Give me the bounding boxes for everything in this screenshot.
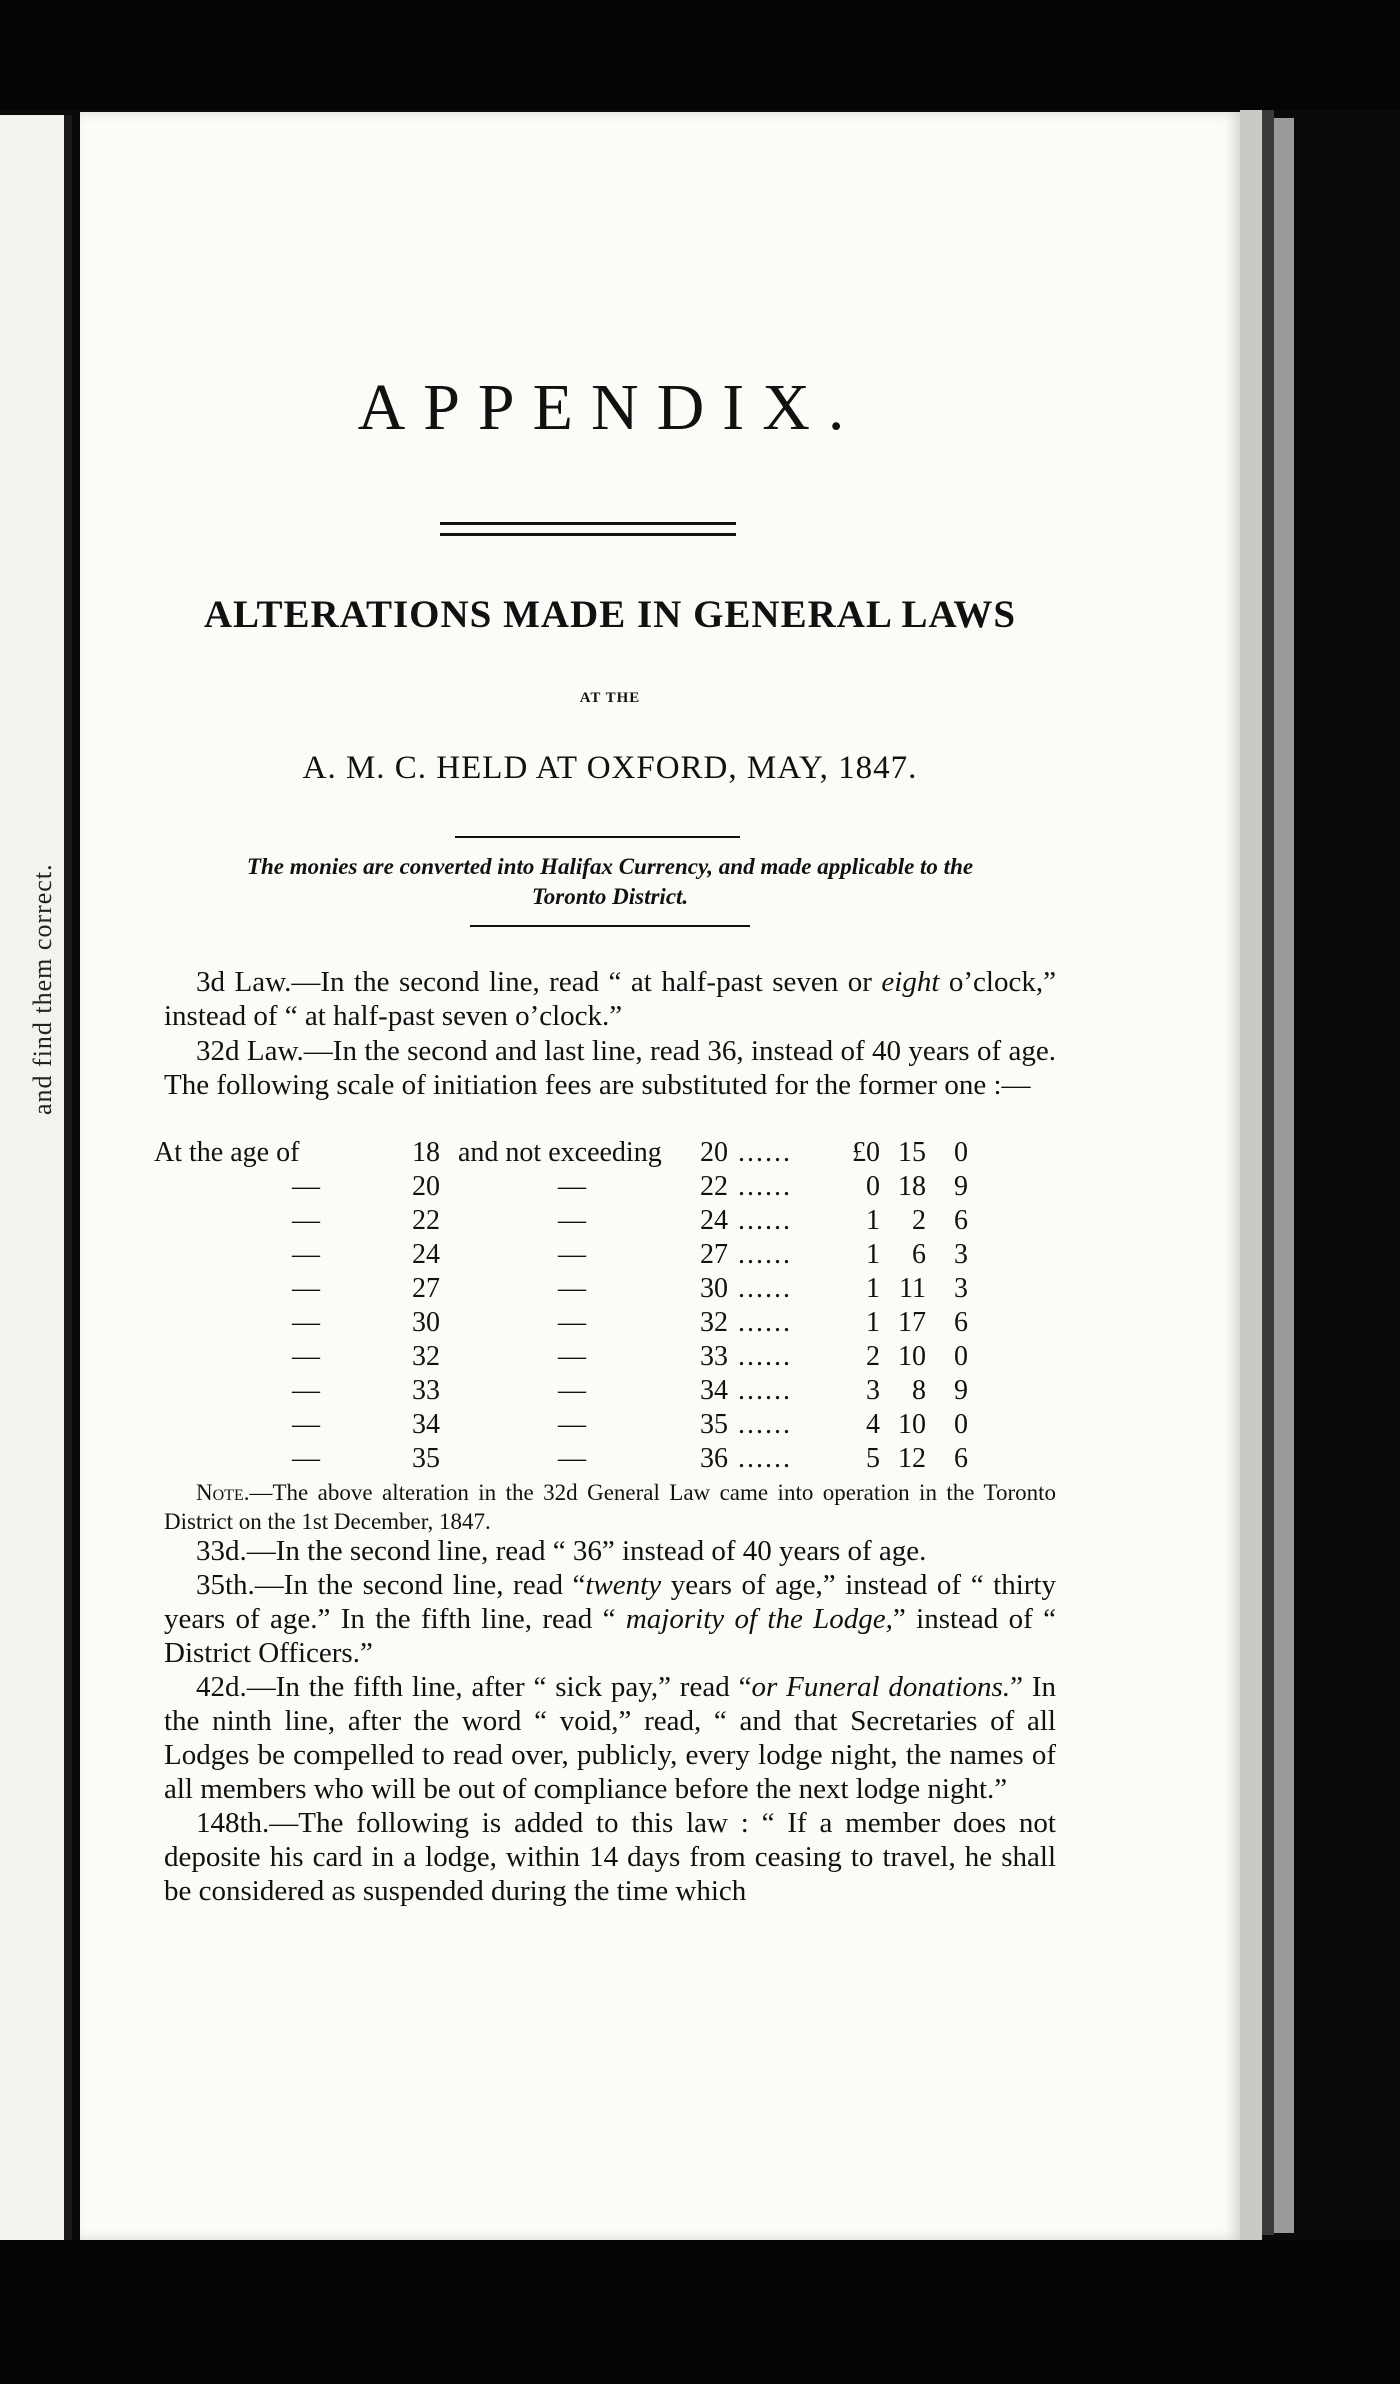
connector: and not exceeding bbox=[458, 1137, 662, 1168]
age-to: 20 bbox=[700, 1137, 728, 1168]
fee-shillings: 18 bbox=[898, 1171, 926, 1202]
fee-pounds: 4 bbox=[866, 1409, 880, 1440]
age-from: 27 bbox=[412, 1273, 440, 1304]
fee-pence: 0 bbox=[954, 1409, 968, 1440]
fee-pence: 3 bbox=[954, 1239, 968, 1270]
age-to: 33 bbox=[700, 1341, 728, 1372]
book-spine-shadow bbox=[1262, 110, 1274, 2235]
note-paragraph: Note.—The above alteration in the 32d General Law came into operation in the Toronto District on the 1st December, 1847. bbox=[164, 1480, 1056, 1534]
dash: — bbox=[558, 1205, 586, 1236]
dash: — bbox=[292, 1239, 320, 1270]
law-33d-paragraph: 33d.—In the second line, read “ 36” instead of 40 years of age. bbox=[196, 1535, 927, 1567]
leader-dots: ...... bbox=[738, 1239, 792, 1270]
dash: — bbox=[558, 1341, 586, 1372]
leader-dots: ...... bbox=[738, 1137, 792, 1168]
scan-border-top bbox=[0, 0, 1400, 110]
fee-shillings: 8 bbox=[912, 1375, 926, 1406]
fee-pence: 6 bbox=[954, 1307, 968, 1338]
dash: — bbox=[558, 1375, 586, 1406]
fee-pence: 9 bbox=[954, 1375, 968, 1406]
age-to: 24 bbox=[700, 1205, 728, 1236]
law-32d-paragraph: 32d Law.—In the second and last line, read 36, instead of 40 years of age. The following scale of initiation fees are substituted for the former one :— bbox=[164, 1035, 1056, 1101]
fee-pence: 6 bbox=[954, 1443, 968, 1474]
leader-dots: ...... bbox=[738, 1409, 792, 1440]
scan-border-bottom bbox=[0, 2240, 1400, 2384]
dash: — bbox=[292, 1443, 320, 1474]
meeting-subheading: A. M. C. HELD AT OXFORD, MAY, 1847. bbox=[302, 750, 918, 786]
leader-dots: ...... bbox=[738, 1307, 792, 1338]
fee-scale-row bbox=[164, 1307, 1064, 1341]
dash: — bbox=[292, 1205, 320, 1236]
fee-shillings: 12 bbox=[898, 1443, 926, 1474]
fee-scale-row bbox=[154, 1137, 1064, 1171]
page-title: APPENDIX. bbox=[357, 371, 863, 444]
previous-page-edge bbox=[0, 115, 72, 2240]
double-rule-divider bbox=[440, 522, 736, 536]
fee-scale-row bbox=[164, 1341, 1064, 1375]
law-42d-paragraph: 42d.—In the fifth line, after “ sick pay,” read “or Funeral donations.” In the ninth line, after the word “ void,” read, “ and that Secretaries of all Lodges be compelled to read over, publicly, every lodge night, the names of all members who will be out of compliance before the next lodge night.” bbox=[164, 1671, 1056, 1805]
currency-note-line-2: Toronto District. bbox=[531, 884, 689, 909]
fee-pounds: 3 bbox=[866, 1375, 880, 1406]
dash: — bbox=[558, 1307, 586, 1338]
fee-scale-row bbox=[164, 1273, 1064, 1307]
leader-dots: ...... bbox=[738, 1443, 792, 1474]
fee-shillings: 10 bbox=[898, 1341, 926, 1372]
fee-pounds: £0 bbox=[852, 1137, 880, 1168]
fee-scale-row bbox=[164, 1375, 1064, 1409]
fee-pence: 6 bbox=[954, 1205, 968, 1236]
age-from: 33 bbox=[412, 1375, 440, 1406]
fee-shillings: 10 bbox=[898, 1409, 926, 1440]
dash: — bbox=[558, 1443, 586, 1474]
rule-divider-top bbox=[455, 836, 740, 838]
age-from: 22 bbox=[412, 1205, 440, 1236]
age-from: 18 bbox=[412, 1137, 440, 1168]
previous-page-text-3: and find them correct. bbox=[28, 863, 57, 1115]
fee-pence: 0 bbox=[954, 1137, 968, 1168]
fee-pounds: 1 bbox=[866, 1273, 880, 1304]
fee-pence: 3 bbox=[954, 1273, 968, 1304]
fee-shillings: 17 bbox=[898, 1307, 926, 1338]
currency-note-line-1: The monies are converted into Halifax Currency, and made applicable to the bbox=[246, 854, 974, 879]
fee-shillings: 15 bbox=[898, 1137, 926, 1168]
dash: — bbox=[558, 1239, 586, 1270]
age-to: 35 bbox=[700, 1409, 728, 1440]
fee-pounds: 1 bbox=[866, 1307, 880, 1338]
currency-note bbox=[140, 852, 1080, 912]
age-from: 30 bbox=[412, 1307, 440, 1338]
leader-dots: ...... bbox=[738, 1273, 792, 1304]
law-148th-paragraph: 148th.—The following is added to this law : “ If a member does not deposite his card in a lodge, within 14 days from ceasing to travel, he shall be considered as suspended during the time which bbox=[164, 1807, 1056, 1907]
fee-pounds: 5 bbox=[866, 1443, 880, 1474]
fee-shillings: 11 bbox=[899, 1273, 926, 1304]
age-from: 35 bbox=[412, 1443, 440, 1474]
page-gutter bbox=[64, 115, 72, 2240]
dash: — bbox=[558, 1409, 586, 1440]
law-label: 32d Law. bbox=[196, 1035, 304, 1067]
section-heading: ALTERATIONS MADE IN GENERAL LAWS bbox=[203, 593, 1017, 636]
fee-scale-row bbox=[164, 1239, 1064, 1273]
dash: — bbox=[292, 1375, 320, 1406]
dash: — bbox=[292, 1409, 320, 1440]
heading-connector: AT THE bbox=[579, 690, 641, 706]
age-from: 20 bbox=[412, 1171, 440, 1202]
note-label: Note. bbox=[196, 1480, 250, 1505]
dash: — bbox=[292, 1341, 320, 1372]
age-prefix: At the age of bbox=[154, 1137, 300, 1168]
age-from: 32 bbox=[412, 1341, 440, 1372]
fee-scale-row bbox=[164, 1409, 1064, 1443]
age-from: 24 bbox=[412, 1239, 440, 1270]
dash: — bbox=[292, 1273, 320, 1304]
fee-scale-row bbox=[164, 1443, 1064, 1477]
leader-dots: ...... bbox=[738, 1205, 792, 1236]
fee-pounds: 1 bbox=[866, 1205, 880, 1236]
law-35th-paragraph: 35th.—In the second line, read “twenty years of age,” instead of “ thirty years of age.” In the fifth line, read “ majority of the Lodge,” instead of “ District Officers.” bbox=[164, 1569, 1057, 1669]
fee-pence: 0 bbox=[954, 1341, 968, 1372]
fee-pounds: 0 bbox=[866, 1171, 880, 1202]
fee-shillings: 6 bbox=[912, 1239, 926, 1270]
law-3d-paragraph: 3d Law.—In the second line, read “ at half-past seven or eight o’clock,” instead of “ at half-past seven o’clock.” bbox=[164, 966, 1056, 1032]
leader-dots: ...... bbox=[738, 1171, 792, 1202]
later-laws bbox=[164, 1534, 1056, 1908]
law-label: 3d Law. bbox=[196, 966, 292, 998]
leader-dots: ...... bbox=[738, 1341, 792, 1372]
page-stack-edge bbox=[1240, 110, 1262, 2240]
age-to: 36 bbox=[700, 1443, 728, 1474]
initiation-fee-scale bbox=[154, 1137, 1064, 1477]
age-to: 27 bbox=[700, 1239, 728, 1270]
fee-pounds: 1 bbox=[866, 1239, 880, 1270]
fee-scale-row bbox=[164, 1171, 1064, 1205]
age-to: 34 bbox=[700, 1375, 728, 1406]
fee-pence: 9 bbox=[954, 1171, 968, 1202]
fee-shillings: 2 bbox=[912, 1205, 926, 1236]
dash: — bbox=[292, 1307, 320, 1338]
age-from: 34 bbox=[412, 1409, 440, 1440]
age-to: 30 bbox=[700, 1273, 728, 1304]
book-cover-edge bbox=[1274, 118, 1294, 2233]
age-to: 32 bbox=[700, 1307, 728, 1338]
dash: — bbox=[558, 1171, 586, 1202]
dash: — bbox=[558, 1273, 586, 1304]
fee-pounds: 2 bbox=[866, 1341, 880, 1372]
leader-dots: ...... bbox=[738, 1375, 792, 1406]
dash: — bbox=[292, 1171, 320, 1202]
age-to: 22 bbox=[700, 1171, 728, 1202]
fee-scale-row bbox=[164, 1205, 1064, 1239]
rule-divider-bottom bbox=[470, 925, 750, 927]
